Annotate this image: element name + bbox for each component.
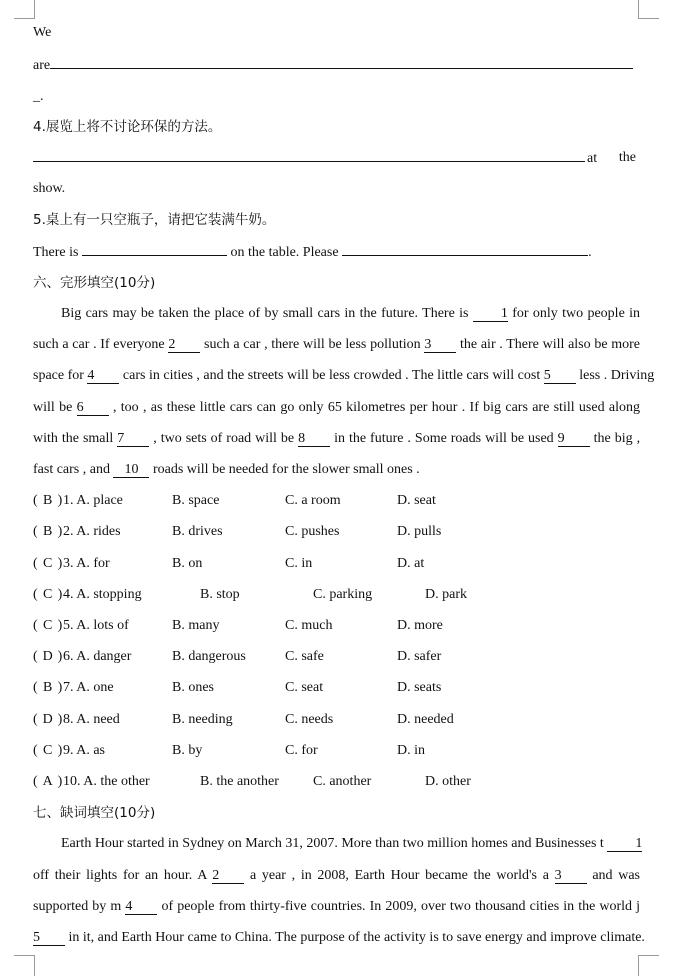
crop-mark-bottom-left bbox=[14, 955, 35, 976]
crop-mark-bottom-right bbox=[638, 955, 659, 976]
answer-blank bbox=[33, 149, 585, 162]
option-b: B. on bbox=[172, 556, 203, 571]
answer-bracket: ( D ) bbox=[33, 649, 63, 664]
option-c: C. safe bbox=[285, 649, 324, 664]
option-a: 1. A. place bbox=[63, 493, 123, 508]
passage-text: for only two people in bbox=[512, 306, 641, 321]
answer-blank bbox=[50, 56, 633, 69]
answer-letter: D bbox=[42, 649, 53, 664]
passage-line bbox=[33, 336, 640, 354]
passage-text: , two sets of road will be bbox=[153, 431, 295, 446]
option-c: C. needs bbox=[285, 712, 334, 727]
are-answer-line bbox=[33, 56, 640, 75]
passage-text: Big cars may be taken the place of by small cars in the future. There is bbox=[61, 306, 469, 321]
option-a: 7. A. one bbox=[63, 680, 114, 695]
passage-text: will be bbox=[33, 400, 73, 415]
passage-text: such a car . If everyone bbox=[33, 337, 165, 352]
option-a: 8. A. need bbox=[63, 712, 120, 727]
answer-letter: C bbox=[43, 587, 53, 602]
passage-line bbox=[33, 898, 640, 916]
passage-text: and was bbox=[592, 868, 640, 883]
option-b: B. ones bbox=[172, 680, 214, 695]
passage-line bbox=[33, 929, 645, 947]
there-is-text: There is bbox=[33, 245, 79, 260]
answer-letter: C bbox=[43, 743, 53, 758]
answer-letter: C bbox=[43, 556, 53, 571]
passage-text: Earth Hour started in Sydney on March 31, 2007. More than two million homes and Businesses t bbox=[61, 836, 604, 851]
option-d: D. pulls bbox=[397, 524, 442, 539]
option-c: C. seat bbox=[285, 680, 324, 695]
passage-text: in it, and Earth Hour came to China. The purpose of the activity is to save energy and improve climate. bbox=[68, 930, 645, 945]
blank-number: 2 bbox=[168, 338, 200, 353]
passage-text: in the future . Some roads will be used bbox=[334, 431, 554, 446]
option-c: C. a room bbox=[285, 493, 341, 508]
blank-number: 3 bbox=[555, 869, 587, 884]
option-c: C. much bbox=[285, 618, 333, 633]
answer-bracket: ( D ) bbox=[33, 712, 63, 727]
blank-number: 5 bbox=[33, 931, 65, 946]
option-b: B. by bbox=[172, 743, 203, 758]
option-a: 6. A. danger bbox=[63, 649, 132, 664]
blank-number: 4 bbox=[125, 900, 157, 915]
section-6-title: 六、完形填空(10分) bbox=[33, 275, 156, 291]
option-a: 5. A. lots of bbox=[63, 618, 129, 633]
option-d: D. park bbox=[425, 587, 467, 602]
option-c: C. parking bbox=[313, 587, 373, 602]
blank-number: 1 bbox=[473, 307, 508, 322]
option-b: B. dangerous bbox=[172, 649, 246, 664]
passage-line bbox=[33, 867, 640, 885]
answer-letter: B bbox=[43, 524, 53, 539]
passage-line bbox=[33, 305, 640, 323]
blank-number: 7 bbox=[117, 432, 149, 447]
blank-number: 5 bbox=[544, 369, 576, 384]
option-a: 4. A. stopping bbox=[63, 587, 142, 602]
passage-text: of people from thirty-five countries. In 2009, over two thousand cities in the world j bbox=[161, 899, 641, 914]
option-d: D. more bbox=[397, 618, 443, 633]
passage-text: cars in cities , and the streets will be less crowded . The little cars will cost bbox=[122, 368, 541, 383]
option-d: D. seats bbox=[397, 680, 442, 695]
option-d: D. other bbox=[425, 774, 471, 789]
passage-line bbox=[33, 367, 655, 385]
question-4-chinese: 4.展览上将不讨论环保的方法。 bbox=[33, 119, 222, 135]
answer-bracket: ( B ) bbox=[33, 493, 63, 508]
option-a: 3. A. for bbox=[63, 556, 110, 571]
blank-number: 2 bbox=[212, 869, 244, 884]
blank-number: 9 bbox=[558, 432, 590, 447]
answer-bracket: ( C ) bbox=[33, 587, 63, 602]
passage-text: such a car , there will be less pollution bbox=[204, 337, 421, 352]
option-d: D. safer bbox=[397, 649, 442, 664]
show-text: show. bbox=[33, 181, 66, 196]
passage-text: space for bbox=[33, 368, 84, 383]
answer-letter: B bbox=[43, 680, 53, 695]
dash-text: _. bbox=[33, 89, 44, 104]
question-4-answer-line bbox=[33, 149, 640, 168]
at-text: at bbox=[587, 151, 598, 166]
option-d: D. needed bbox=[397, 712, 454, 727]
period-text: . bbox=[588, 245, 592, 260]
blank-number: 3 bbox=[424, 338, 456, 353]
option-c: C. for bbox=[285, 743, 318, 758]
option-b: B. drives bbox=[172, 524, 223, 539]
option-b: B. the another bbox=[200, 774, 279, 789]
the-text: the bbox=[618, 150, 636, 165]
option-d: D. in bbox=[397, 743, 425, 758]
passage-text: , too , as these little cars can go only 65 kilometres per hour . If big cars are still used along bbox=[112, 400, 641, 415]
blank-number: 6 bbox=[77, 401, 109, 416]
passage-line bbox=[33, 835, 643, 853]
option-b: B. stop bbox=[200, 587, 240, 602]
option-d: D. at bbox=[397, 556, 425, 571]
answer-blank bbox=[342, 243, 588, 256]
we-text: We bbox=[33, 25, 52, 40]
option-d: D. seat bbox=[397, 493, 436, 508]
answer-letter: B bbox=[43, 493, 53, 508]
passage-text: a year , in 2008, Earth Hour became the world's a bbox=[249, 868, 549, 883]
are-text: are bbox=[33, 58, 51, 73]
passage-text: roads will be needed for the slower small ones . bbox=[152, 462, 420, 477]
passage-text: less . Driving bbox=[579, 368, 655, 383]
passage-line bbox=[33, 399, 640, 417]
passage-text: supported by m bbox=[33, 899, 122, 914]
passage-text: the air . There will also be more bbox=[460, 337, 641, 352]
passage-text: with the small bbox=[33, 431, 114, 446]
option-a: 2. A. rides bbox=[63, 524, 121, 539]
answer-bracket: ( C ) bbox=[33, 556, 63, 571]
answer-bracket: ( B ) bbox=[33, 680, 63, 695]
option-b: B. needing bbox=[172, 712, 233, 727]
blank-number: 1 bbox=[607, 837, 642, 852]
question-5-chinese: 5.桌上有一只空瓶子，请把它装满牛奶。 bbox=[33, 212, 276, 228]
question-5-answer-line bbox=[33, 243, 592, 262]
section-7-title: 七、缺词填空(10分) bbox=[33, 805, 156, 821]
blank-number: 8 bbox=[298, 432, 330, 447]
option-a: 9. A. as bbox=[63, 743, 105, 758]
option-c: C. another bbox=[313, 774, 372, 789]
option-b: B. many bbox=[172, 618, 220, 633]
passage-line bbox=[33, 461, 640, 479]
answer-blank bbox=[82, 243, 227, 256]
option-a: 10. A. the other bbox=[63, 774, 150, 789]
answer-bracket: ( B ) bbox=[33, 524, 63, 539]
passage-line bbox=[33, 430, 640, 448]
passage-text: fast cars , and bbox=[33, 462, 110, 477]
option-b: B. space bbox=[172, 493, 220, 508]
blank-number: 4 bbox=[87, 369, 119, 384]
answer-letter: C bbox=[43, 618, 53, 633]
answer-letter: D bbox=[42, 712, 53, 727]
option-c: C. pushes bbox=[285, 524, 340, 539]
on-the-table-text: on the table. Please bbox=[230, 245, 339, 260]
passage-text: off their lights for an hour. A bbox=[33, 868, 207, 883]
answer-letter: A bbox=[42, 774, 53, 789]
answer-bracket: ( C ) bbox=[33, 618, 63, 633]
answer-bracket: ( C ) bbox=[33, 743, 63, 758]
passage-text: the big , bbox=[593, 431, 641, 446]
answer-bracket: ( A ) bbox=[33, 774, 63, 789]
crop-mark-top-left bbox=[14, 0, 35, 19]
blank-number: 10 bbox=[113, 463, 149, 478]
crop-mark-top-right bbox=[638, 0, 659, 19]
option-c: C. in bbox=[285, 556, 313, 571]
